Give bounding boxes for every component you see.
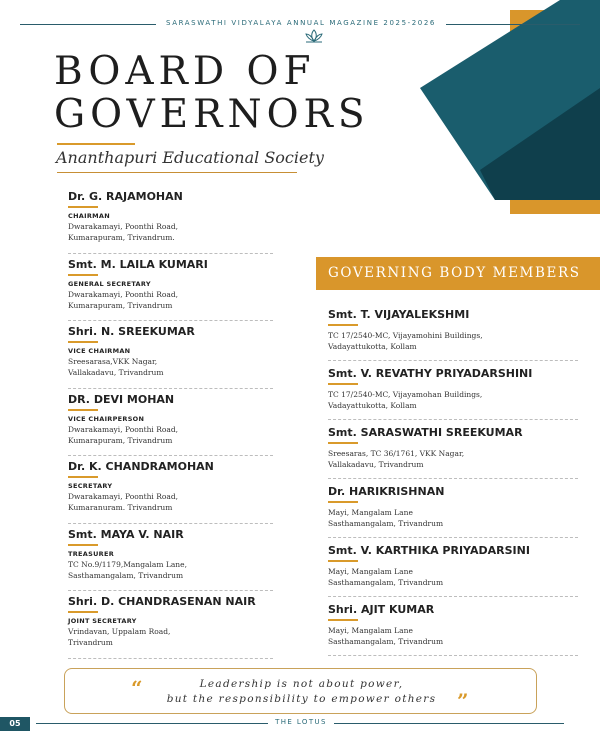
title-underline <box>57 143 135 145</box>
member-name: Smt. M. LAILA KUMARI <box>68 257 208 271</box>
governing-member <box>328 302 578 361</box>
governing-member <box>328 597 578 656</box>
board-member <box>68 524 273 592</box>
name-underline <box>68 544 98 546</box>
footer-rule-left <box>36 723 268 724</box>
lotus-icon <box>303 29 325 43</box>
member-name: Dr. K. CHANDRAMOHAN <box>68 460 214 473</box>
member-role: GENERAL SECRETARY <box>68 279 151 288</box>
member-address: Vrindavan, Uppalam Road, Trivandrum <box>68 627 171 647</box>
member-address: Sreesaras, TC 36/1761, VKK Nagar, Vallakadavu, Trivandrum <box>328 449 465 469</box>
board-member <box>68 456 273 524</box>
footer-rule-right <box>334 723 564 724</box>
quote-line-2: but the responsibility to empower others <box>166 693 437 705</box>
page-number: 05 <box>0 717 30 731</box>
member-name: Shri. D. CHANDRASENAN NAIR <box>68 595 256 608</box>
name-underline <box>68 341 98 343</box>
open-quote-icon: “ <box>131 676 143 700</box>
name-underline <box>68 274 98 276</box>
member-address: Dwarakamayi, Poonthi Road, Kumaranuram. Trivandrum <box>68 492 179 512</box>
member-address: Mayi, Mangalam Lane Sasthamangalam, Trivandrum <box>328 508 444 528</box>
governing-member <box>328 479 578 538</box>
member-name: Smt. T. VIJAYALEKSHMI <box>328 308 470 321</box>
member-address: TC 17/2540-MC, Vijayamohini Buildings, Vadayattukotta, Kollam <box>328 331 483 351</box>
governing-body-heading: GOVERNING BODY MEMBERS <box>316 257 600 290</box>
member-name: Shri. AJIT KUMAR <box>328 603 435 616</box>
member-name: Shri. N. SREEKUMAR <box>68 325 195 338</box>
governing-member <box>328 420 578 479</box>
member-role: SECRETARY <box>68 482 113 490</box>
society-underline <box>57 172 297 173</box>
header-rule-left <box>20 24 156 25</box>
name-underline <box>328 383 358 385</box>
member-address: TC 17/2540-MC, Vijayamohan Buildings, Vadayattukotta, Kollam <box>328 390 483 410</box>
board-list <box>68 186 273 659</box>
member-name: Smt. V. KARTHIKA PRIYADARSINI <box>328 544 530 557</box>
member-role: VICE CHAIRMAN <box>68 347 131 355</box>
magazine-title: SARASWATHI VIDYALAYA ANNUAL MAGAZINE 2025-2026 <box>166 19 436 27</box>
name-underline <box>68 476 98 478</box>
header-rule-right <box>446 24 580 25</box>
name-underline <box>68 409 98 411</box>
name-underline <box>328 501 358 503</box>
board-member <box>68 389 273 457</box>
title-line-2: GOVERNORS <box>54 92 370 137</box>
name-underline <box>328 324 358 326</box>
board-member <box>68 254 273 322</box>
member-name: Smt. MAYA V. NAIR <box>68 527 184 541</box>
member-name: Smt. V. REVATHY PRIYADARSHINI <box>328 367 533 380</box>
member-role: TREASURER <box>68 549 115 558</box>
name-underline <box>68 611 98 613</box>
member-role: VICE CHAIRPERSON <box>68 414 145 423</box>
member-role: CHAIRMAN <box>68 212 111 220</box>
member-address: Dwarakamayi, Poonthi Road, Kumarapuram, Trivandrum. <box>68 222 179 242</box>
name-underline <box>328 442 358 444</box>
member-name: Dr. HARIKRISHNAN <box>328 485 445 498</box>
member-address: Dwarakamayi, Poonthi Road, Kumarapuram, Trivandrum <box>68 424 179 445</box>
footer-label: THE LOTUS <box>275 718 327 726</box>
name-underline <box>68 206 98 208</box>
governing-body-list <box>328 302 578 656</box>
quote-line-1: Leadership is not about power, <box>199 678 404 690</box>
board-member <box>68 591 273 659</box>
board-member <box>68 321 273 389</box>
member-name: Smt. SARASWATHI SREEKUMAR <box>328 426 523 439</box>
member-address: Mayi, Mangalam Lane Sasthamangalam, Trivandrum <box>328 567 444 587</box>
member-address: TC No.9/1179,Mangalam Lane, Sasthamangalam, Trivandrum <box>68 559 187 580</box>
member-address: Mayi, Mangalam Lane Sasthamangalam, Trivandrum <box>328 626 444 646</box>
governing-member <box>328 538 578 597</box>
society-name: Ananthapuri Educational Society <box>56 148 324 167</box>
governing-member <box>328 361 578 420</box>
member-name: Dr. G. RAJAMOHAN <box>68 190 183 203</box>
close-quote-icon: ” <box>457 689 469 713</box>
name-underline <box>328 619 358 621</box>
board-member <box>68 186 273 254</box>
member-name: DR. DEVI MOHAN <box>68 392 175 406</box>
member-address: Sreesarasa,VKK Nagar, Vallakadavu, Trivandrum <box>68 357 164 377</box>
member-role: JOINT SECRETARY <box>68 617 137 625</box>
member-address: Dwarakamayi, Poonthi Road, Kumarapuram, Trivandrum <box>68 289 179 310</box>
title-line-1: BOARD OF <box>54 49 316 94</box>
name-underline <box>328 560 358 562</box>
quote-box <box>64 668 537 714</box>
page-title <box>54 50 370 136</box>
